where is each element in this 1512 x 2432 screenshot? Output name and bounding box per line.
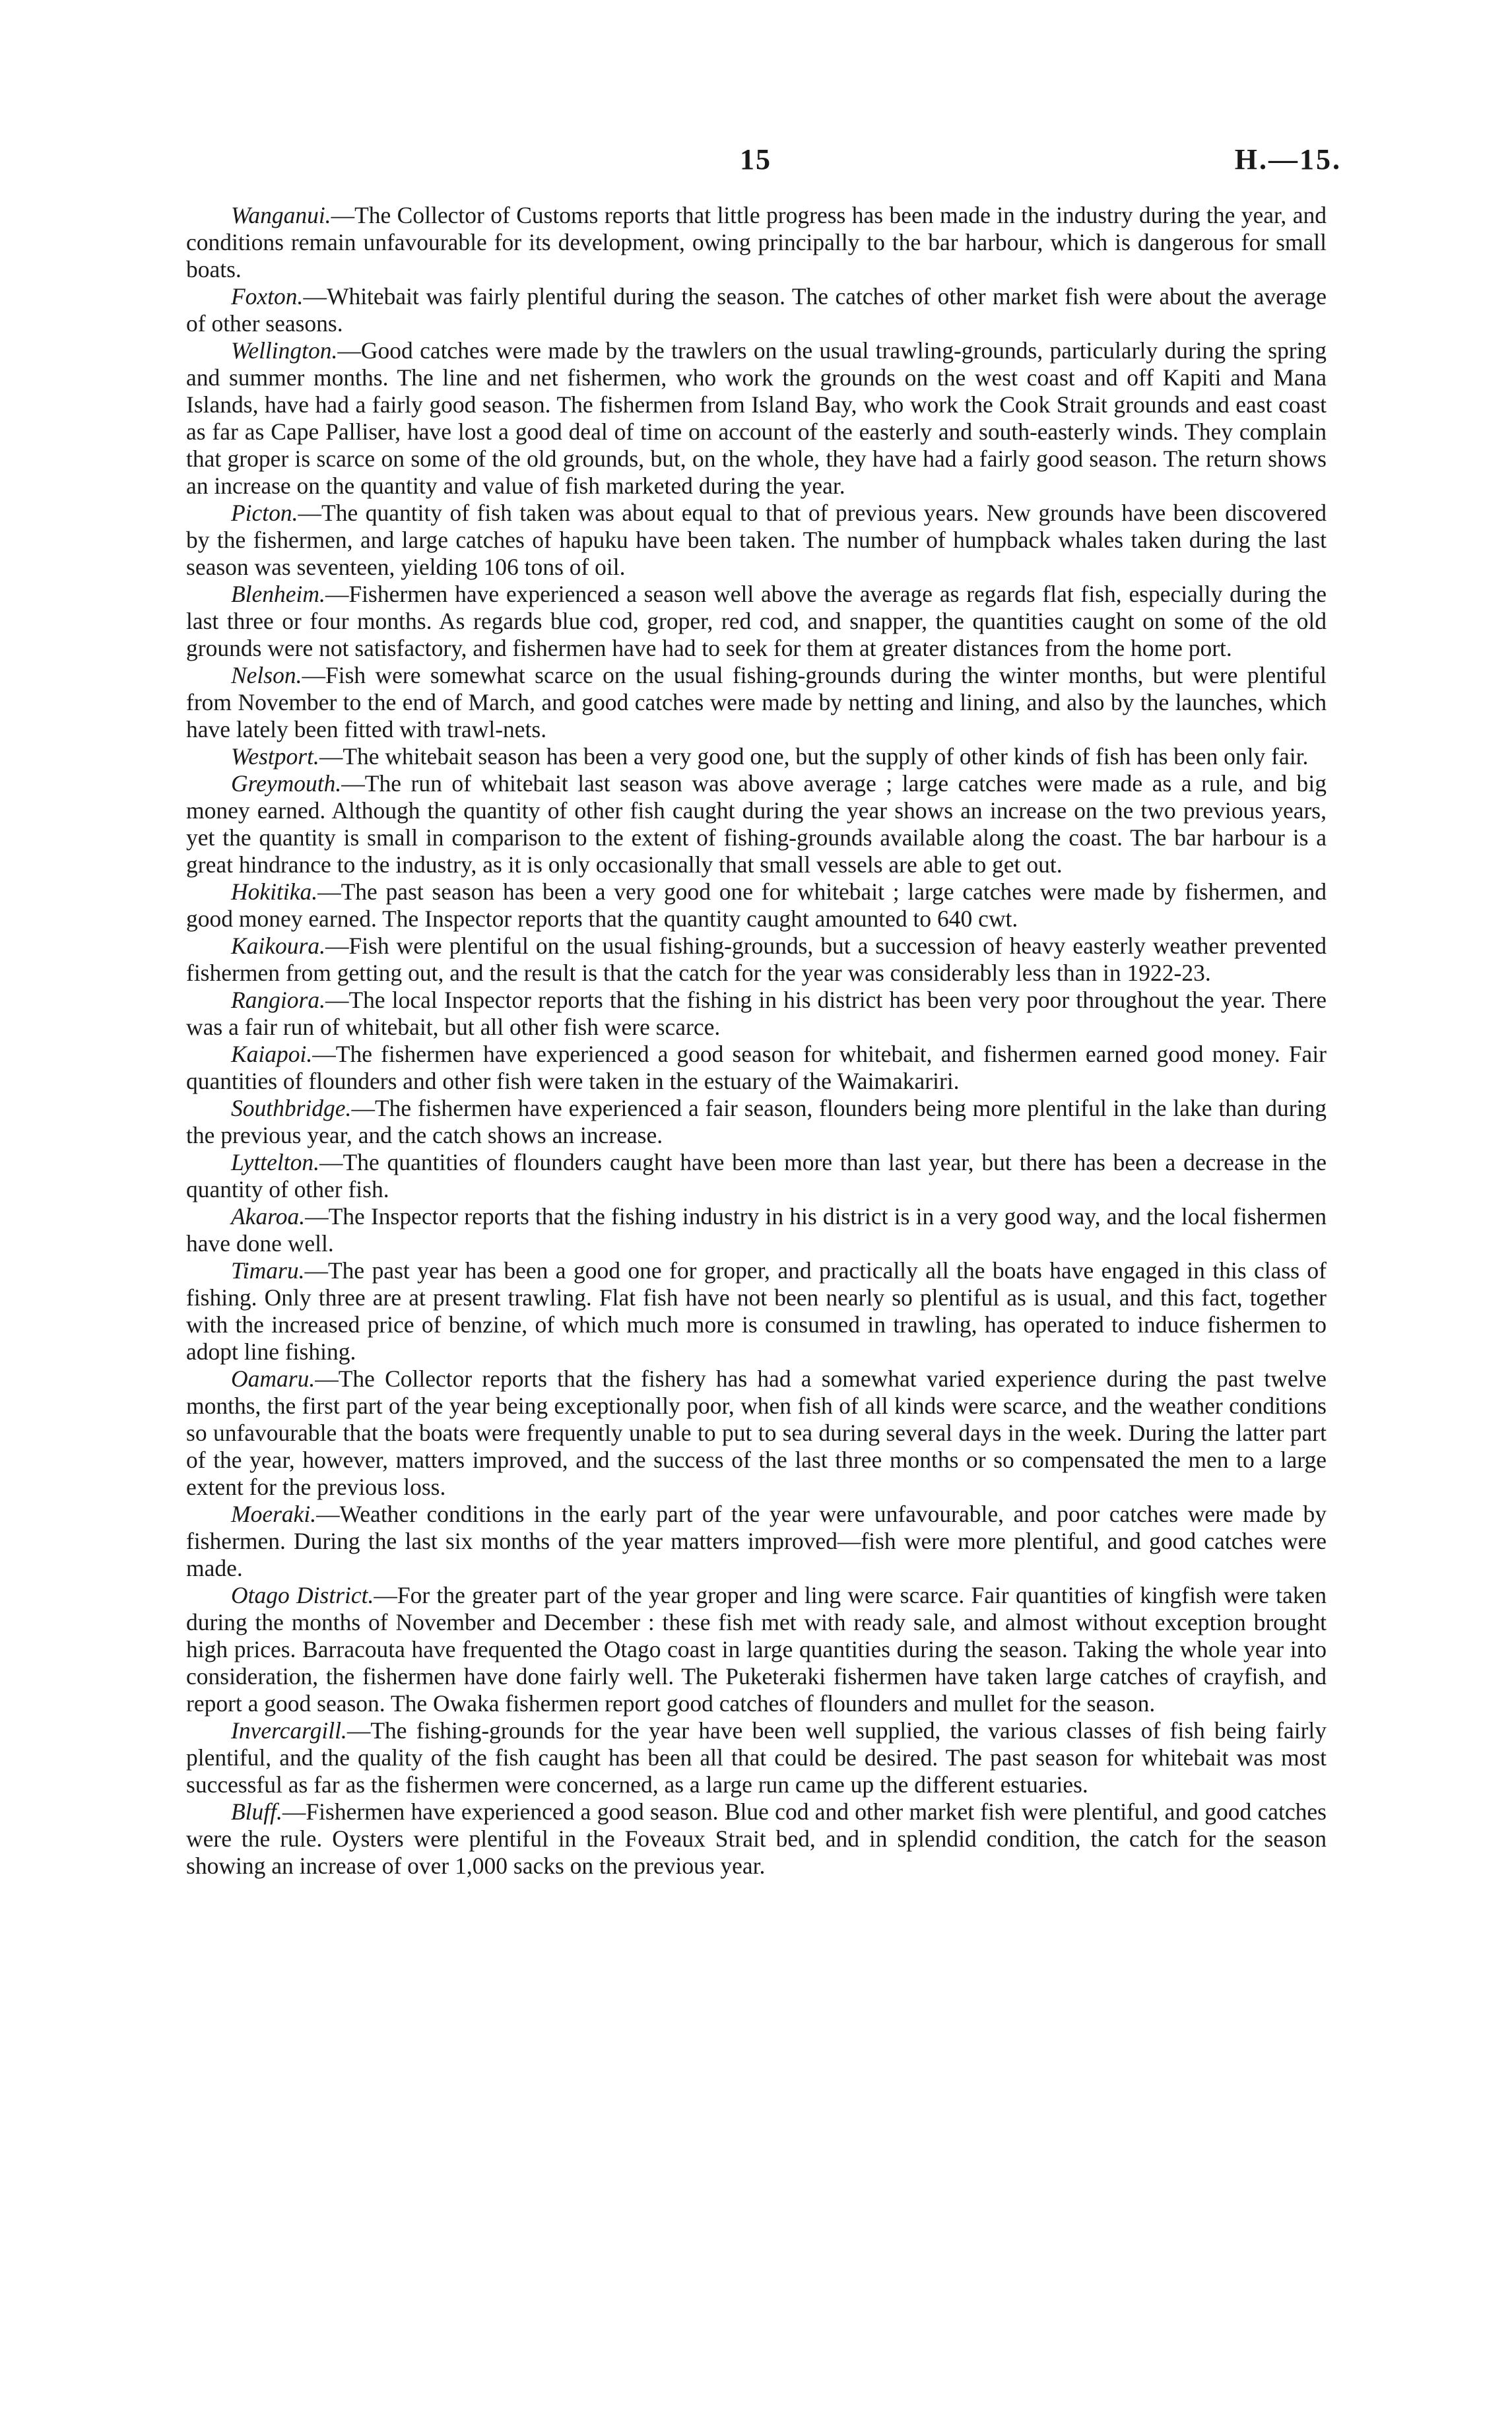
paragraph-akaroa <box>186 1203 1327 1257</box>
place-name: Picton. <box>231 500 298 526</box>
paragraph-text: —Fish were plentiful on the usual fishing-grounds, but a succession of heavy easterly weather prevented fishermen from getting out, and the result is that the catch for the year was considerably less than in 1922-23. <box>186 933 1327 986</box>
paragraph-picton <box>186 500 1327 581</box>
place-name: Moeraki. <box>231 1501 317 1527</box>
place-name: Oamaru. <box>231 1365 315 1392</box>
paragraph-bluff <box>186 1798 1327 1880</box>
page-number: 15 <box>740 143 772 176</box>
paragraph-text: —Fish were somewhat scarce on the usual fishing-grounds during the winter months, but were plentiful from November to the end of March, and good catches were made by netting and lining, and also by the launches, which have lately been fitted with trawl-nets. <box>186 662 1327 742</box>
paragraph-wanganui <box>186 202 1327 283</box>
place-name: Blenheim. <box>231 581 325 607</box>
paragraph-hokitika <box>186 878 1327 933</box>
paragraph-otago-district <box>186 1582 1327 1717</box>
paragraph-blenheim <box>186 581 1327 662</box>
place-name: Otago District. <box>231 1582 374 1608</box>
paragraph-kaiapoi <box>186 1041 1327 1095</box>
paragraph-text: —Weather conditions in the early part of the year were unfavourable, and poor catches were made by fishermen. During the last six months of the year matters improved—fish were more plentiful, and good catches were made. <box>186 1501 1327 1581</box>
paragraph-kaikoura <box>186 933 1327 987</box>
paragraph-oamaru <box>186 1365 1327 1501</box>
paragraph-moeraki <box>186 1501 1327 1582</box>
paragraph-foxton <box>186 283 1327 337</box>
place-name: Invercargill. <box>231 1717 347 1744</box>
paragraph-text: —The run of whitebait last season was above average ; large catches were made as a rule, and big money earned. Although the quantity of other fish caught during the year shows an increase on the two previous years, yet the quantity is small in comparison to the extent of fishing-grounds available along the coast. The bar harbour is a great hindrance to the industry, as it is only occasionally that small vessels are able to get out. <box>186 770 1327 878</box>
paragraph-text: —The local Inspector reports that the fishing in his district has been very poor throughout the year. There was a fair run of whitebait, but all other fish were scarce. <box>186 987 1327 1040</box>
paragraph-text: —The quantities of flounders caught have been more than last year, but there has been a decrease in the quantity of other fish. <box>186 1149 1327 1202</box>
place-name: Akaroa. <box>231 1203 306 1230</box>
place-name: Southbridge. <box>231 1095 352 1121</box>
paragraph-text: —The Collector reports that the fishery has had a somewhat varied experience during the past twelve months, the first part of the year being exceptionally poor, when fish of all kinds were scarce, and the weather conditions so unfavourable that the boats were frequently unable to put to sea during several days in the week. During the latter part of the year, however, matters improved, and the success of the last three months or so compensated the men to a large extent for the previous loss. <box>186 1365 1327 1500</box>
paragraph-text: —Fishermen have experienced a good season. Blue cod and other market fish were plentiful, and good catches were the rule. Oysters were plentiful in the Foveaux Strait bed, and in splendid condition, the catch for the season showing an increase of over 1,000 sacks on the previous year. <box>186 1798 1327 1879</box>
paragraph-text: —Fishermen have experienced a season well above the average as regards flat fish, especially during the last three or four months. As regards blue cod, groper, red cod, and snapper, the quantities caught on some of the old grounds were not satisfactory, and fishermen have had to seek for them at greater distances from the home port. <box>186 581 1327 661</box>
paragraph-text: —The quantity of fish taken was about equal to that of previous years. New grounds have been discovered by the fishermen, and large catches of hapuku have been taken. The number of humpback whales taken during the last season was seventeen, yielding 106 tons of oil. <box>186 500 1327 580</box>
paragraph-greymouth <box>186 770 1327 878</box>
paragraph-timaru <box>186 1257 1327 1365</box>
place-name: Hokitika. <box>231 878 318 905</box>
place-name: Westport. <box>231 743 319 770</box>
paragraph-invercargill <box>186 1717 1327 1798</box>
paragraph-text: —For the greater part of the year groper and ling were scarce. Fair quantities of kingfish were taken during the months of November and December : these fish met with ready sale, and almost without exception brought high prices. Barracouta have frequented the Otago coast in large quantities during the season. Taking the whole year into consideration, the fishermen have done fairly well. The Puketeraki fishermen have taken large catches of crayfish, and report a good season. The Owaka fishermen report good catches of flounders and mullet for the season. <box>186 1582 1327 1717</box>
place-name: Foxton. <box>231 283 304 310</box>
document-reference: H.—15. <box>1234 143 1342 176</box>
paragraph-text: —The past season has been a very good one for whitebait ; large catches were made by fishermen, and good money earned. The Inspector reports that the quantity caught amounted to 640 cwt. <box>186 878 1327 932</box>
paragraph-text: —Good catches were made by the trawlers on the usual trawling-grounds, particularly during the spring and summer months. The line and net fishermen, who work the grounds on the west coast and off Kapiti and Mana Islands, have had a fairly good season. The fishermen from Island Bay, who work the Cook Strait grounds and east coast as far as Cape Palliser, have lost a good deal of time on account of the easterly and south-easterly winds. They complain that groper is scarce on some of the old grounds, but, on the whole, they have had a fairly good season. The return shows an increase on the quantity and value of fish marketed during the year. <box>186 337 1327 499</box>
paragraph-text: —The fishermen have experienced a good season for whitebait, and fishermen earned good money. Fair quantities of flounders and other fish were taken in the estuary of the Waimakariri. <box>186 1041 1327 1094</box>
place-name: Rangiora. <box>231 987 325 1013</box>
place-name: Kaiapoi. <box>231 1041 313 1067</box>
paragraph-westport <box>186 743 1327 770</box>
paragraph-rangiora <box>186 987 1327 1041</box>
place-name: Nelson. <box>231 662 302 688</box>
paragraph-text: —The whitebait season has been a very good one, but the supply of other kinds of fish has been only fair. <box>319 743 1309 770</box>
place-name: Lyttelton. <box>231 1149 320 1175</box>
paragraph-text: —The Inspector reports that the fishing industry in his district is in a very good way, and the local fishermen have done well. <box>186 1203 1327 1257</box>
paragraph-nelson <box>186 662 1327 743</box>
place-name: Timaru. <box>231 1257 305 1284</box>
paragraph-southbridge <box>186 1095 1327 1149</box>
paragraph-wellington <box>186 337 1327 500</box>
place-name: Greymouth. <box>231 770 342 797</box>
paragraph-text: —The fishing-grounds for the year have been well supplied, the various classes of fish being fairly plentiful, and the quality of the fish caught has been all that could be desired. The past season for whitebait was most successful as far as the fishermen were concerned, as a large run came up the different estuaries. <box>186 1717 1327 1798</box>
place-name: Wellington. <box>231 337 338 364</box>
place-name: Bluff. <box>231 1798 282 1825</box>
place-name: Kaikoura. <box>231 933 325 959</box>
paragraph-lyttelton <box>186 1149 1327 1203</box>
report-body <box>186 202 1327 1880</box>
paragraph-text: —The Collector of Customs reports that little progress has been made in the industry during the year, and conditions remain unfavourable for its development, owing principally to the bar harbour, which is dangerous for small boats. <box>186 202 1327 282</box>
place-name: Wanganui. <box>231 202 331 228</box>
paragraph-text: —The fishermen have experienced a fair season, flounders being more plentiful in the lake than during the previous year, and the catch shows an increase. <box>186 1095 1327 1148</box>
paragraph-text: —The past year has been a good one for groper, and practically all the boats have engaged in this class of fishing. Only three are at present trawling. Flat fish have not been nearly so plentiful as is usual, and this fact, together with the increased price of benzine, of which much more is consumed in trawling, has operated to induce fishermen to adopt line fishing. <box>186 1257 1327 1365</box>
paragraph-text: —Whitebait was fairly plentiful during the season. The catches of other market fish were about the average of other seasons. <box>186 283 1327 337</box>
